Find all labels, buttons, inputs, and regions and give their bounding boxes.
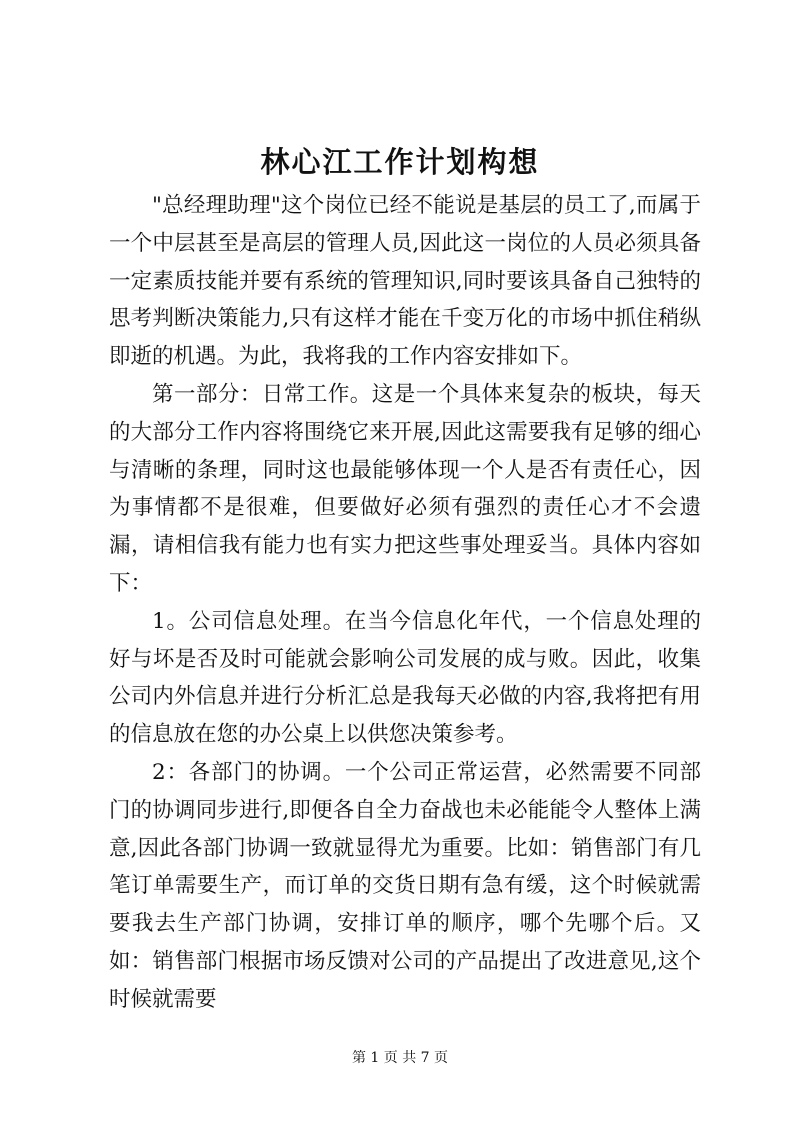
document-body <box>109 187 701 1019</box>
paragraph: 2：各部门的协调。一个公司正常运营，必然需要不同部门的协调同步进行,即便各自全力奋战也未必能能令人整体上满意,因此各部门协调一致就显得尤为重要。比如：销售部门有几笔订单需要生产，而订单的交货日期有急有缓，这个时候就需要我去生产部门协调，安排订单的顺序，哪个先哪个后。又如：销售部门根据市场反馈对公司的产品提出了改进意见,这个时候就需要 <box>109 759 701 1012</box>
paragraph: "总经理助理"这个岗位已经不能说是基层的员工了,而属于一个中层甚至是高层的管理人员,因此这一岗位的人员必须具备一定素质技能并要有系统的管理知识,同时要该具备自己独特的思考判断决策能力,只有这样才能在千变万化的市场中抓住稍纵即逝的机遇。为此，我将我的工作内容安排如下。 <box>109 193 701 370</box>
page-number-footer: 第 1 页 共 7 页 <box>351 1050 449 1066</box>
paragraph: 1。公司信息处理。在当今信息化年代，一个信息处理的好与坏是否及时可能就会影响公司发展的成与败。因此，收集公司内外信息并进行分析汇总是我每天必做的内容,我将把有用的信息放在您的办公桌上以供您决策参考。 <box>109 608 701 748</box>
document-title: 林心江工作计划构想 <box>260 145 540 179</box>
paragraph: 第一部分：日常工作。这是一个具体来复杂的板块，每天的大部分工作内容将围绕它来开展,因此这需要我有足够的细心与清晰的条理，同时这也最能够体现一个人是否有责任心，因为事情都不是很难，但要做好必须有强烈的责任心才不会遗漏，请相信我有能力也有实力把这些事处理妥当。具体内容如下： <box>109 381 701 596</box>
